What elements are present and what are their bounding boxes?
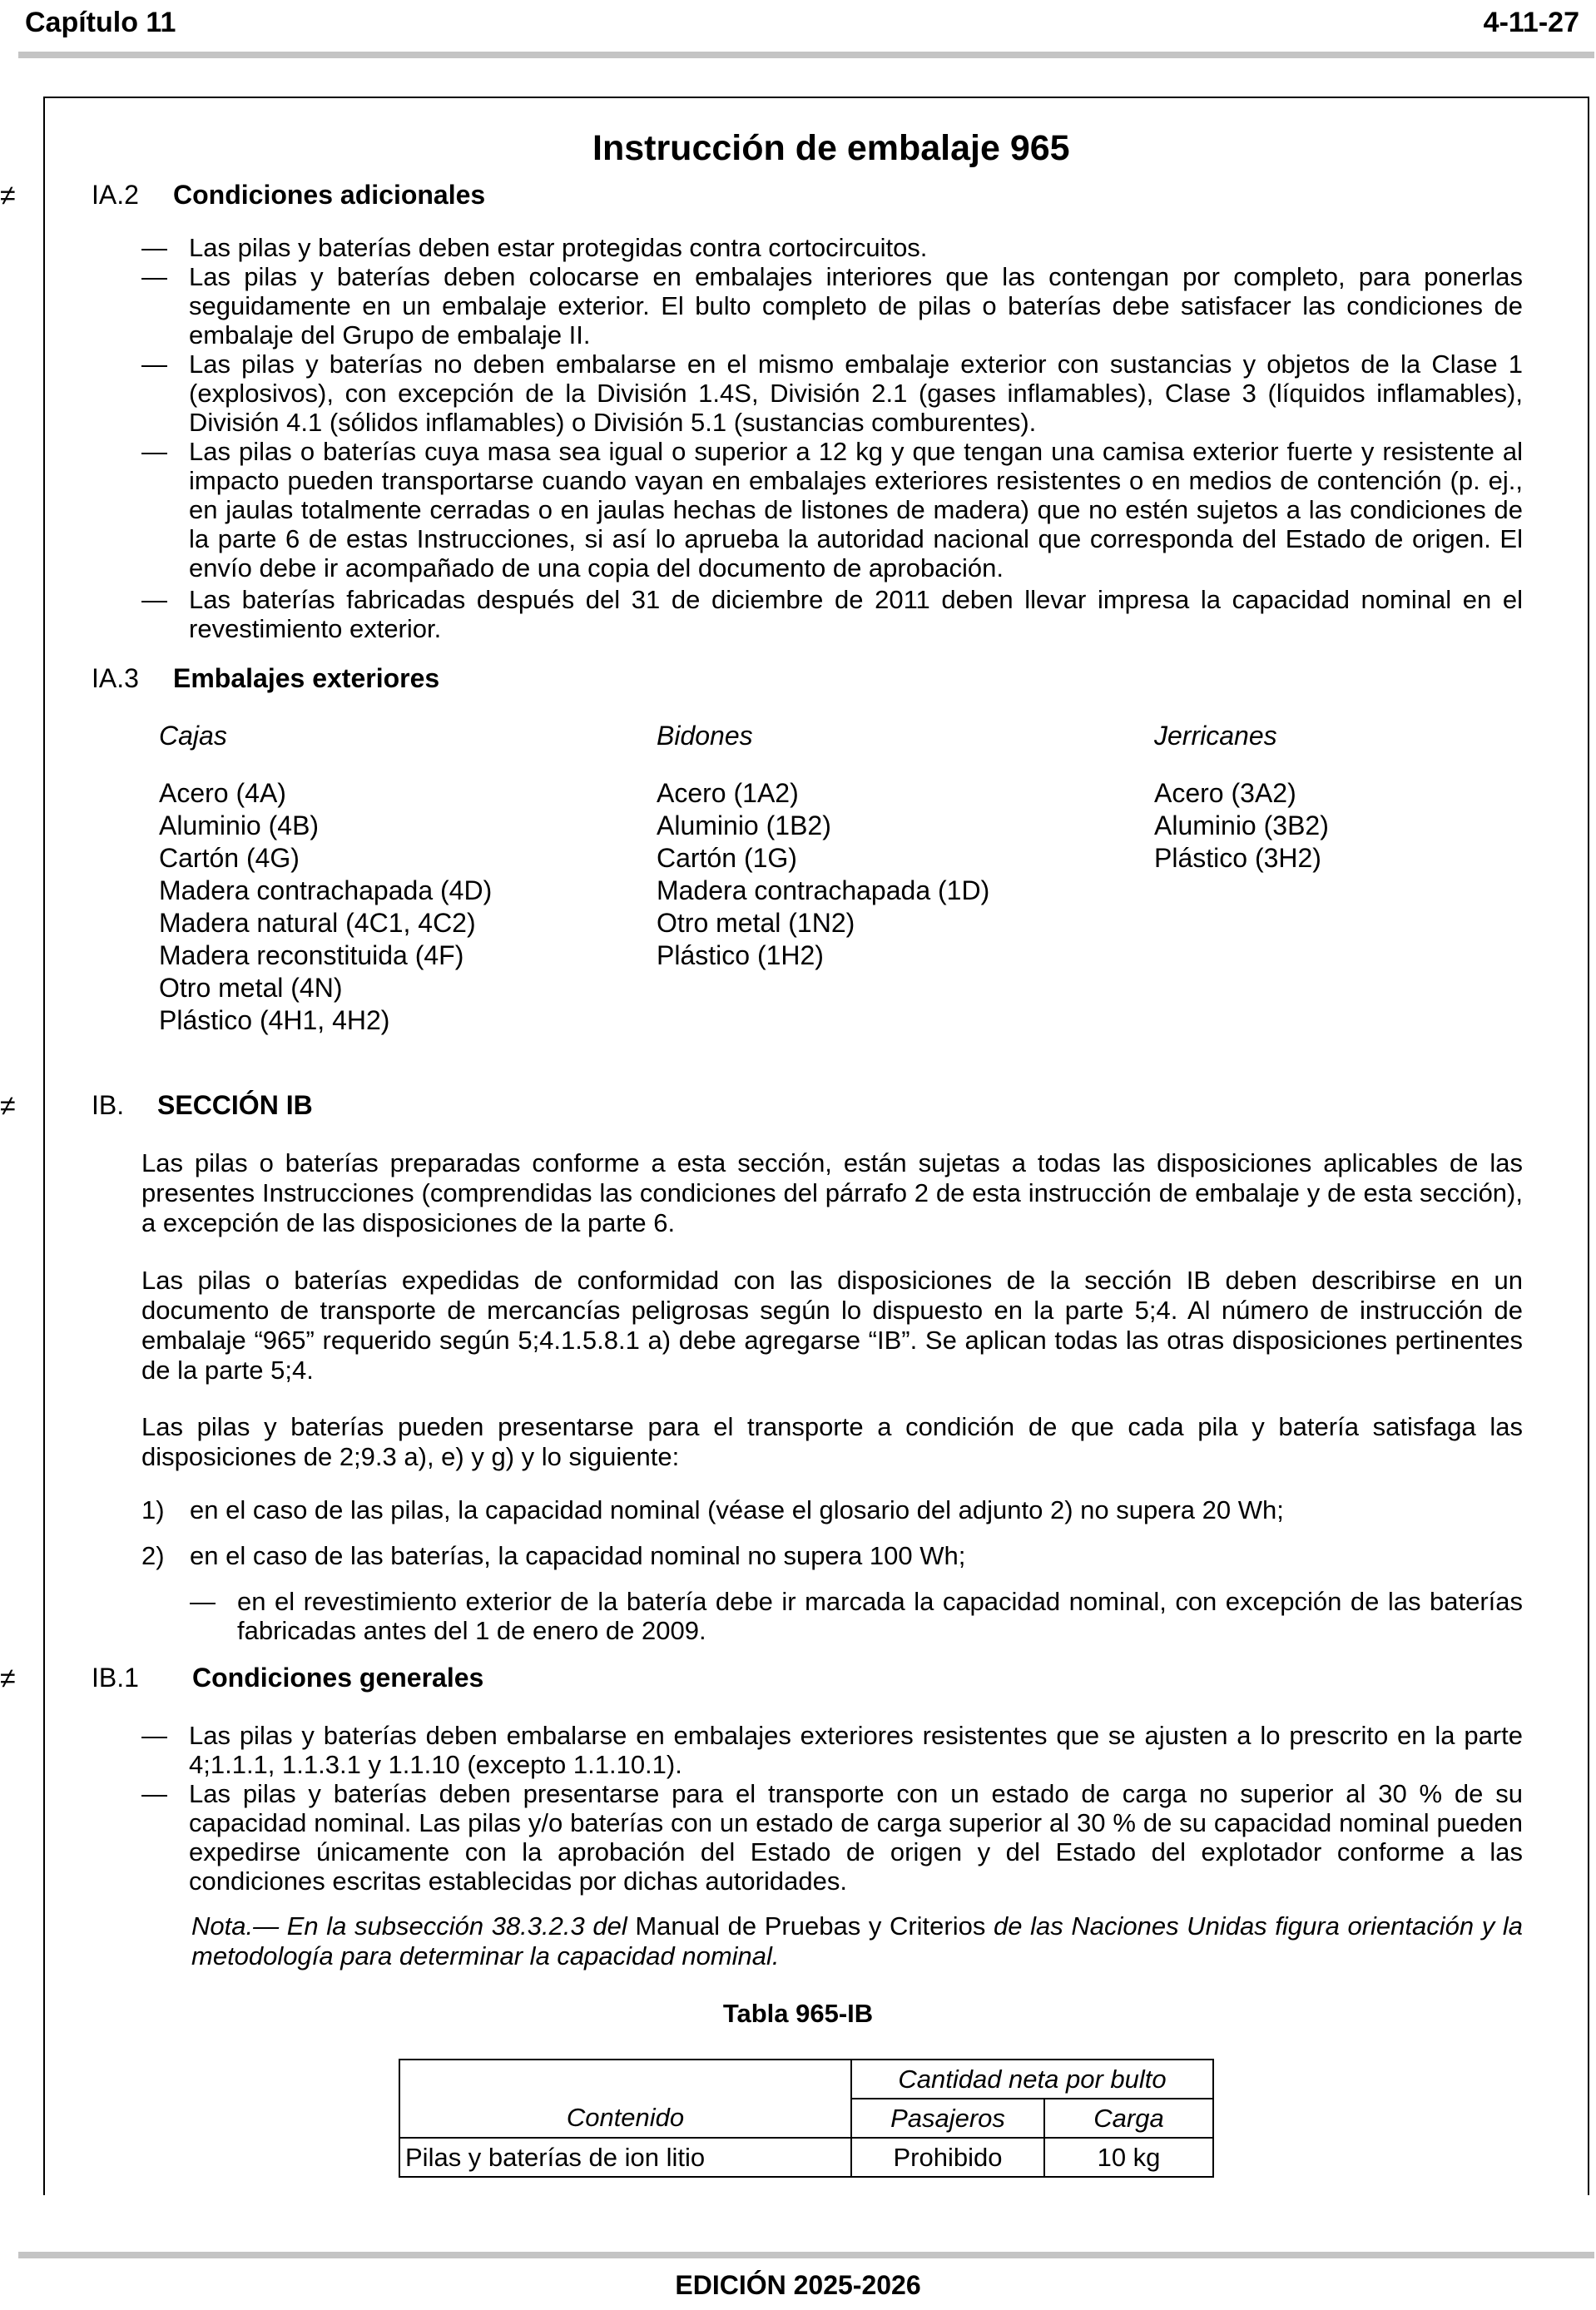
section-number-ia3: IA.3 bbox=[92, 663, 139, 693]
table-cell-cargo: 10 kg bbox=[1044, 2138, 1213, 2177]
table-header-passengers: Pasajeros bbox=[851, 2099, 1044, 2138]
page-number: 4-11-27 bbox=[1483, 7, 1579, 38]
table-header-contents: Contenido bbox=[399, 2099, 851, 2138]
list-item: Cartón (1G) bbox=[657, 843, 797, 873]
dash-marker: — bbox=[141, 1779, 167, 1808]
ia2-bullet-text: Las pilas y baterías deben estar protegidas contra cortocircuitos. bbox=[189, 233, 928, 262]
section-number-ib1: IB.1 bbox=[92, 1663, 139, 1693]
section-title-ia2: Condiciones adicionales bbox=[173, 180, 486, 210]
item-text: en el caso de las baterías, la capacidad nominal no supera 100 Wh; bbox=[190, 1541, 966, 1570]
note-prefix: Nota.— En la subsección 38.3.2.3 del bbox=[191, 1911, 627, 1941]
ia2-bullet-2 bbox=[141, 262, 1523, 349]
section-title-ib: SECCIÓN IB bbox=[157, 1090, 313, 1120]
section-title-ib1: Condiciones generales bbox=[192, 1663, 484, 1693]
column-heading-cajas: Cajas bbox=[159, 721, 227, 751]
note-suffix: de las Naciones Unidas figura orientación y la metodología para determinar la capacidad nominal. bbox=[191, 1911, 1523, 1970]
dash-marker: — bbox=[141, 1721, 167, 1750]
change-mark: ≠ bbox=[0, 180, 16, 211]
note-manual-title: Manual de Pruebas y Criterios bbox=[635, 1911, 986, 1941]
list-item: Madera reconstituida (4F) bbox=[159, 940, 464, 970]
column-heading-jerricanes: Jerricanes bbox=[1154, 721, 1277, 751]
ib-sub-item bbox=[190, 1587, 1523, 1645]
ib-numbered-item-1 bbox=[141, 1495, 1523, 1525]
edition-label: EDICIÓN 2025-2026 bbox=[675, 2270, 921, 2300]
list-item: Acero (3A2) bbox=[1154, 778, 1296, 808]
table-header-cargo: Carga bbox=[1044, 2099, 1213, 2138]
ib-paragraph-3: Las pilas y baterías pueden presentarse para el transporte a condición de que cada pila y batería satisfaga las disposiciones de 2;9.3 a), e) y g) y lo siguiente: bbox=[141, 1412, 1523, 1471]
list-item: Madera contrachapada (4D) bbox=[159, 875, 493, 905]
ib1-bullet-text: Las pilas y baterías deben embalarse en embalajes exteriores resistentes que se ajusten a lo prescrito en la parte 4;1.1.1, 1.1.3.1 y 1.1.10 (excepto 1.1.10.1). bbox=[189, 1721, 1523, 1779]
table-cell-empty bbox=[399, 2060, 851, 2099]
table-cell-passengers: Prohibido bbox=[851, 2138, 1044, 2177]
change-mark: ≠ bbox=[0, 1663, 16, 1694]
ia2-bullet-1 bbox=[141, 233, 1523, 262]
section-number-ia2: IA.2 bbox=[92, 180, 139, 210]
list-item: Madera natural (4C1, 4C2) bbox=[159, 908, 476, 938]
ia2-bullet-3 bbox=[141, 349, 1523, 437]
list-item: Acero (4A) bbox=[159, 778, 286, 808]
ia2-bullet-5 bbox=[141, 585, 1523, 643]
frame-left-border bbox=[43, 97, 45, 2195]
frame-top-border bbox=[43, 97, 1589, 98]
header-rule bbox=[18, 52, 1594, 58]
dash-marker: — bbox=[141, 262, 167, 291]
ia2-bullet-text: Las baterías fabricadas después del 31 de diciembre de 2011 deben llevar impresa la capacidad nominal en el revestimiento exterior. bbox=[189, 585, 1523, 643]
dash-marker: — bbox=[141, 349, 167, 379]
ib-paragraph-2: Las pilas o baterías expedidas de conformidad con las disposiciones de la sección IB deben describirse en un documento de transporte de mercancías peligrosas según lo dispuesto en la parte 5;4. Al número de instrucción de embalaje “965” requerido según 5;4.1.5.8.1 a) debe agregarse “IB”. Se aplican todas las otras disposiciones pertinentes de la parte 5;4. bbox=[141, 1266, 1523, 1385]
footer-rule bbox=[18, 2252, 1594, 2258]
ib1-bullet-text: Las pilas y baterías deben presentarse para el transporte con un estado de carga no superior al 30 % de su capacidad nominal. Las pilas y/o baterías con un estado de carga superior al 30 % de su capacidad nominal pueden expedirse únicamente con la aprobación del Estado de origen y del Estado del explotador conforme a las condiciones escritas establecidas por dichas autoridades. bbox=[189, 1779, 1523, 1896]
list-item: Plástico (4H1, 4H2) bbox=[159, 1005, 390, 1035]
page-title: Instrucción de embalaje 965 bbox=[592, 128, 1070, 168]
list-item: Cartón (4G) bbox=[159, 843, 300, 873]
ib1-bullet-1 bbox=[141, 1721, 1523, 1779]
note-paragraph bbox=[191, 1911, 1523, 1971]
dash-marker: — bbox=[141, 233, 167, 262]
list-item: Aluminio (4B) bbox=[159, 810, 320, 840]
packaging-list-bidones bbox=[657, 777, 989, 972]
table-row bbox=[399, 2060, 1213, 2099]
list-item: Plástico (1H2) bbox=[657, 940, 824, 970]
ia2-bullet-text: Las pilas y baterías no deben embalarse en el mismo embalaje exterior con sustancias y objetos de la Clase 1 (explosivos), con excepción de la División 1.4S, División 2.1 (gases inflamables), Clase 3 (líquidos inflamables), División 4.1 (sólidos inflamables) o División 5.1 (sustancias comburentes). bbox=[189, 349, 1523, 437]
dash-marker: — bbox=[190, 1587, 216, 1616]
list-item: Otro metal (4N) bbox=[159, 973, 343, 1003]
ib-numbered-item-2 bbox=[141, 1541, 1523, 1571]
column-heading-bidones: Bidones bbox=[657, 721, 753, 751]
item-number: 2) bbox=[141, 1541, 165, 1570]
table-group-header: Cantidad neta por bulto bbox=[851, 2060, 1213, 2099]
frame-right-border bbox=[1588, 97, 1589, 2195]
table-row bbox=[399, 2138, 1213, 2177]
ia2-bullet-text: Las pilas o baterías cuya masa sea igual o superior a 12 kg y que tengan una camisa exterior fuerte y resistente al impacto pueden transportarse cuando vayan en embalajes exteriores resistentes o en medios de contención (p. ej., en jaulas totalmente cerradas o en jaulas hechas de listones de madera) que no estén sujetos a las condiciones de la parte 6 de estas Instrucciones, si así lo aprueba la autoridad nacional que corresponda del Estado de origen. El envío debe ir acompañado de una copia del documento de aprobación. bbox=[189, 437, 1523, 582]
item-text: en el caso de las pilas, la capacidad nominal (véase el glosario del adjunto 2) no supera 20 Wh; bbox=[190, 1495, 1284, 1524]
table-965-ib bbox=[399, 2059, 1214, 2178]
packaging-list-jerricanes bbox=[1154, 777, 1329, 875]
dash-marker: — bbox=[141, 585, 167, 614]
section-title-ia3: Embalajes exteriores bbox=[173, 663, 440, 693]
sub-item-text: en el revestimiento exterior de la batería debe ir marcada la capacidad nominal, con excepción de las baterías fabricadas antes del 1 de enero de 2009. bbox=[237, 1587, 1523, 1645]
ib-paragraph-1: Las pilas o baterías preparadas conforme a esta sección, están sujetas a todas las disposiciones aplicables de las presentes Instrucciones (comprendidas las condiciones del párrafo 2 de esta instrucción de embalaje y de esta sección), a excepción de las disposiciones de la parte 6. bbox=[141, 1148, 1523, 1237]
table-cell-contents: Pilas y baterías de ion litio bbox=[399, 2138, 851, 2177]
ib1-bullet-2 bbox=[141, 1779, 1523, 1896]
table-caption: Tabla 965-IB bbox=[722, 1999, 874, 2028]
list-item: Madera contrachapada (1D) bbox=[657, 875, 990, 905]
list-item: Aluminio (3B2) bbox=[1154, 810, 1329, 840]
ia2-bullet-text: Las pilas y baterías deben colocarse en embalajes interiores que las contengan por completo, para ponerlas seguidamente en un embalaje exterior. El bulto completo de pilas o baterías debe satisfacer las condiciones de embalaje del Grupo de embalaje II. bbox=[189, 262, 1523, 349]
list-item: Plástico (3H2) bbox=[1154, 843, 1321, 873]
dash-marker: — bbox=[141, 437, 167, 466]
change-mark: ≠ bbox=[0, 1090, 16, 1122]
list-item: Otro metal (1N2) bbox=[657, 908, 855, 938]
section-number-ib: IB. bbox=[92, 1090, 125, 1120]
chapter-label: Capítulo 11 bbox=[25, 7, 176, 38]
item-number: 1) bbox=[141, 1495, 165, 1524]
list-item: Aluminio (1B2) bbox=[657, 810, 831, 840]
list-item: Acero (1A2) bbox=[657, 778, 799, 808]
ia2-bullet-4 bbox=[141, 437, 1523, 582]
table-row bbox=[399, 2099, 1213, 2138]
packaging-list-cajas bbox=[159, 777, 492, 1037]
